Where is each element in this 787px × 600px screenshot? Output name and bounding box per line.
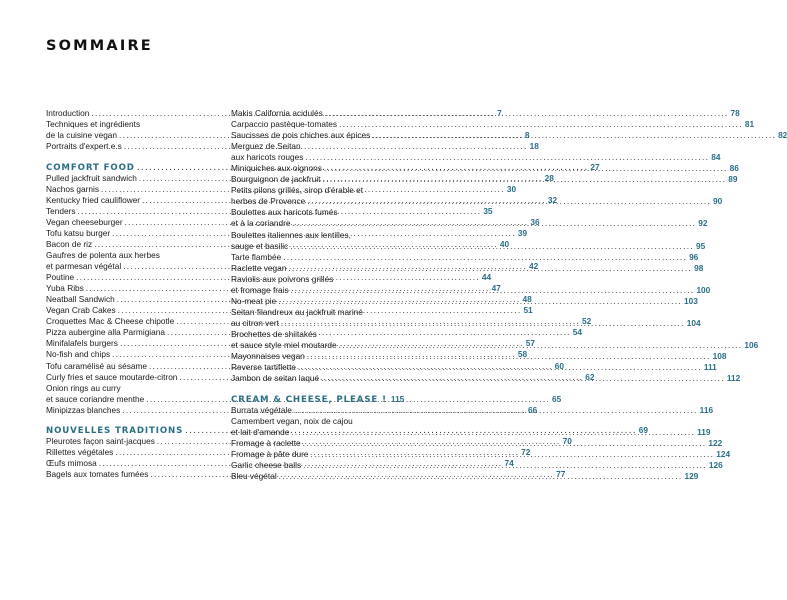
toc-entry-page: 74 <box>504 458 514 469</box>
toc-entry-title: sauge et basilic <box>231 240 289 251</box>
toc-entry-title: et sauce coriandre menthe <box>46 393 145 404</box>
dot-leader <box>291 427 695 438</box>
toc-entry-page: 126 <box>708 459 723 470</box>
toc-entry: Portraits d'expert.e.s ..... 18 <box>46 141 220 152</box>
toc-entry-title: Miniquiches aux oignons <box>231 163 322 174</box>
toc-entry-line: Brochettes de shiitakés <box>231 328 317 339</box>
toc-entry-page: 40 <box>499 239 510 250</box>
toc-entry-page: 78 <box>730 108 740 118</box>
dot-leader <box>321 373 725 384</box>
toc-entry-title: Minifalafels burgers <box>46 338 118 349</box>
dot-leader <box>339 340 743 351</box>
dot-leader <box>325 108 729 119</box>
toc-entry-title: Tofu katsu burger <box>46 227 111 238</box>
toc-entry-title: Vegan Crab Cakes <box>46 305 116 316</box>
toc-entry-page: 111 <box>703 362 717 373</box>
dot-leader <box>278 296 682 307</box>
toc-entry-title: et parmesan végétal <box>46 261 122 272</box>
toc-entry-page: 116 <box>699 404 714 415</box>
toc-entry-title: Pleurotes façon saint-jacques <box>46 436 155 447</box>
toc-entry-title: Bacon de riz <box>46 239 93 250</box>
toc-entry-title: Bagels aux tomates fumées <box>46 469 149 480</box>
toc-entry <box>231 119 755 130</box>
toc-entry-line: Petits pilons grillés, sirop d'érable et <box>231 185 364 196</box>
toc-entry-title: Fromage à pâte dure <box>231 448 309 459</box>
toc-entry-title: Poutine <box>46 272 75 283</box>
dot-leader <box>310 449 714 460</box>
toc-entry-page: 82 <box>778 130 787 141</box>
dot-leader <box>305 152 709 163</box>
toc-entry-title: Reverse tartiflette <box>231 362 297 373</box>
dot-leader <box>307 196 711 207</box>
dot-leader <box>288 263 692 274</box>
toc-entry-page: 129 <box>684 471 699 481</box>
toc-entry-title: et à la coriandre <box>231 218 291 229</box>
toc-entry-page: 86 <box>729 163 739 174</box>
toc-entry-page: 39 <box>517 227 528 238</box>
toc-entry-title: et sauce style miel moutarde <box>231 339 337 350</box>
toc-entry-page: 51 <box>523 305 533 316</box>
toc-entry-line: Camembert vegan, noix de cajou <box>231 415 353 426</box>
toc-entry-title: Rillettes végétales <box>46 447 114 458</box>
toc-entry-page: 81 <box>744 119 755 130</box>
toc-entry-title: Makis California acidulés <box>231 108 323 118</box>
toc-entry-title: Vegan cheeseburger <box>46 216 123 227</box>
toc-entry-title: Raclette vegan <box>231 262 287 273</box>
toc-entry-line: Merguez de Seitan <box>231 141 301 152</box>
toc-entry-title: Fromage à raclette <box>231 437 301 448</box>
toc-entry-title: Tenders <box>46 205 76 216</box>
dot-leader <box>324 163 728 174</box>
section-heading-comfort-food: COMFORT FOOD ..... 27 <box>46 162 220 173</box>
dot-leader <box>303 438 707 449</box>
toc-entry-page: 57 <box>525 338 535 349</box>
toc-entry-page: 103 <box>683 295 698 306</box>
toc-entry-title: Pizza aubergine alla Parmigiana <box>46 327 165 338</box>
toc-entry-page: 60 <box>554 360 565 371</box>
toc-entry-page: 65 <box>552 393 562 404</box>
toc-entry-page: 36 <box>530 216 540 227</box>
dot-leader <box>283 252 687 263</box>
toc-entry-page: 32 <box>547 194 558 205</box>
dot-leader <box>281 318 685 329</box>
toc-entry-page: 58 <box>517 349 528 360</box>
dot-leader <box>293 218 697 229</box>
dot-leader <box>291 285 695 296</box>
toc-entry-page: 30 <box>506 183 517 194</box>
toc-entry-title: aux haricots rouges <box>231 152 304 163</box>
toc-entry-title: Saucisses de pois chiches aux épices <box>231 130 371 141</box>
toc-entry-page: 108 <box>712 351 727 362</box>
dot-leader <box>298 362 702 373</box>
toc-entry-line: Seitan filandreux au jackfruit mariné <box>231 306 363 317</box>
toc-entry-title: Œufs mimosa <box>46 458 97 469</box>
toc-entry: de la cuisine vegan ..... 8 <box>46 130 220 141</box>
toc-entry-title: Yuba Ribs <box>46 283 84 294</box>
toc-entry <box>231 152 721 163</box>
toc-entry-title: No-fish and chips <box>46 349 111 360</box>
page-title: SOMMAIRE <box>46 38 153 54</box>
toc-entry <box>231 251 699 263</box>
toc-entry-title: Curly fries et sauce moutarde-citron <box>46 371 178 382</box>
toc-entry-title: au citron vert <box>231 317 279 328</box>
toc-entry-line: Raviolis aux poivrons grillés <box>231 273 334 284</box>
toc-entry-page: 35 <box>483 205 493 216</box>
toc-entry-title: Garlic cheese balls <box>231 459 302 470</box>
toc-entry-page: 77 <box>556 469 566 480</box>
toc-entry-page: 47 <box>491 283 501 294</box>
toc-entry-line: Gaufres de polenta aux herbes <box>46 250 160 261</box>
toc-entry-title: Mayonnaises vegan <box>231 351 305 362</box>
toc-entry-title: Nachos garnis <box>46 183 100 194</box>
section-heading-cream-cheese: CREAM & CHEESE, PLEASE ! 115 <box>231 393 405 405</box>
toc-entry-page: 104 <box>686 317 701 328</box>
toc-entry-title: Jambon de seitan laqué <box>231 373 320 384</box>
toc-entry: Introduction ..... 7 <box>46 108 220 119</box>
toc-entry-page: 98 <box>694 262 704 273</box>
toc-entry-page: 106 <box>744 339 759 350</box>
toc-entry-page: 119 <box>697 426 711 437</box>
toc-entry-page: 95 <box>695 240 706 251</box>
toc-entry-page: 44 <box>481 272 492 283</box>
toc-entry-title: Neatball Sandwich <box>46 294 115 305</box>
toc-entry-page: 48 <box>522 294 532 305</box>
toc-entry-title: Minipizzas blanches <box>46 404 121 415</box>
dot-leader <box>339 119 743 130</box>
dot-leader <box>372 130 776 141</box>
toc-entry-page: 122 <box>708 437 723 448</box>
toc-entry-page: 42 <box>528 261 539 272</box>
toc-entry-page: 96 <box>689 251 699 262</box>
toc-entry-line: Onion rings au curry <box>46 382 121 393</box>
section-heading-nouvelles-traditions: NOUVELLES TRADITIONS ..... 69 <box>46 425 220 436</box>
toc-entry-line: Boulettes aux haricots fumés <box>231 207 338 218</box>
dot-leader <box>279 471 683 482</box>
toc-entry-page: 66 <box>528 404 538 415</box>
toc-entry-line: Boulettes italiennes aux lentilles, <box>231 229 351 240</box>
toc-entry-title: Tarte flambée <box>231 251 282 262</box>
toc-entry-title: Bourguignon de jackfruit <box>231 174 321 185</box>
toc-entry-title: Croquettes Mac & Cheese chipotle <box>46 316 175 327</box>
toc-entry-page: 72 <box>521 447 531 458</box>
toc-entry-page: 124 <box>716 448 731 459</box>
toc-entry-page: 100 <box>696 284 711 295</box>
toc-entry-title: Burrata végétale <box>231 404 292 415</box>
toc-entry-page: 90 <box>713 196 723 207</box>
toc-entry-title: Bleu végétal <box>231 471 277 481</box>
toc-entry-title: Kentucky fried cauliflower <box>46 194 141 205</box>
toc-entry-page: 92 <box>698 218 708 229</box>
dot-leader <box>303 460 707 471</box>
dot-leader <box>294 405 698 416</box>
toc-entry-page: 28 <box>544 172 554 183</box>
toc-entry-page: 70 <box>562 436 572 447</box>
toc-entry-title: et fromage frais <box>231 284 289 295</box>
toc-entry-title: No-meat pie <box>231 295 277 306</box>
dot-leader <box>322 174 726 185</box>
toc-entry-title: herbes de Provence <box>231 196 306 207</box>
toc-entry-page: 84 <box>711 152 721 163</box>
toc-entry-page: 89 <box>728 174 738 185</box>
dot-leader <box>290 241 694 252</box>
toc-entry-page: 62 <box>585 371 595 382</box>
toc-entry-page: 54 <box>572 327 583 338</box>
toc-entry-title: Pulled jackfruit sandwich <box>46 172 137 183</box>
toc-entry-title: Tofu caramélisé au sésame <box>46 360 147 371</box>
toc-entry-page: 112 <box>726 373 741 384</box>
toc-entry-line: Techniques et ingrédients <box>46 119 141 130</box>
toc-entry-title: Carpaccio pastèque-tomates <box>231 119 338 130</box>
toc-entry-page: 52 <box>582 316 592 327</box>
dot-leader <box>307 351 711 362</box>
toc-entry-title: et lait d'amande <box>231 426 290 437</box>
